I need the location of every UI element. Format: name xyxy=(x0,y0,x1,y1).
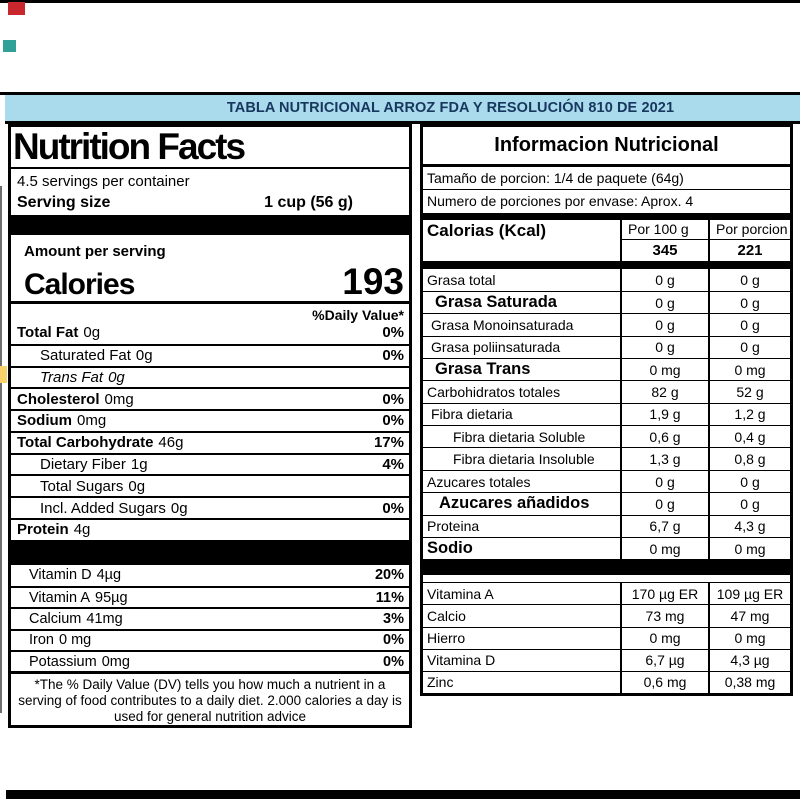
value-per-100g: 82 g xyxy=(620,381,708,402)
value-per-portion: 4,3 µg xyxy=(708,650,790,671)
nutrient-amount: 0g xyxy=(128,477,146,495)
table-row xyxy=(423,671,790,693)
calories-per-100g: 345 xyxy=(620,240,708,261)
portion-size-line: Tamaño de porcion: 1/4 de paquete (64g) xyxy=(423,167,790,190)
nutrient-amount: 0mg xyxy=(104,390,134,408)
column-header-per-portion: Por porcion xyxy=(708,220,790,240)
value-per-portion: 0 mg xyxy=(708,628,790,649)
value-per-100g: 0 g xyxy=(620,314,708,335)
banner-title: TABLA NUTRICIONAL ARROZ FDA Y RESOLUCIÓN 810 DE 2021 xyxy=(226,100,675,116)
nutrient-name: Calcio xyxy=(427,607,466,624)
table-row xyxy=(423,291,790,313)
micronutrient-row xyxy=(11,629,409,650)
table-row xyxy=(423,313,790,335)
value-per-portion: 0 mg xyxy=(708,359,790,380)
red-marker-square xyxy=(8,2,25,15)
portions-per-package-line: Numero de porciones por envase: Aprox. 4 xyxy=(427,193,694,210)
value-per-portion: 0 mg xyxy=(708,538,790,559)
nutrient-amount: 0mg xyxy=(101,653,130,670)
nutrient-dv: 0% xyxy=(382,347,404,365)
table-row xyxy=(423,358,790,380)
value-per-100g: 170 µg ER xyxy=(620,583,708,604)
nutrient-dv: 20% xyxy=(374,567,404,584)
nutrient-name: Trans Fat xyxy=(40,368,104,386)
teal-marker-square xyxy=(3,40,16,52)
table-row xyxy=(423,537,790,559)
value-per-portion: 0 g xyxy=(708,337,790,358)
nutrient-row xyxy=(11,431,409,453)
value-per-portion: 0,38 mg xyxy=(708,672,790,693)
nutrient-name: Fibra dietaria xyxy=(431,406,513,423)
nutrient-name: Dietary Fiber xyxy=(40,456,126,474)
nutrient-dv: 0% xyxy=(383,653,404,670)
micronutrients-table xyxy=(423,582,790,693)
nutrient-name: Potassium xyxy=(29,653,97,670)
table-row xyxy=(423,403,790,425)
thick-divider-bar xyxy=(423,261,790,269)
nutrient-dv: 0% xyxy=(382,324,404,342)
nutrient-name: Vitamin D xyxy=(29,567,92,584)
micronutrient-row xyxy=(11,586,409,607)
servings-per-container: 4.5 servings per container xyxy=(17,173,190,190)
table-row xyxy=(423,336,790,358)
daily-value-header: %Daily Value* xyxy=(11,301,409,322)
nutrient-name: Grasa total xyxy=(427,271,496,288)
nutrient-amount: 0g xyxy=(108,368,125,386)
serving-size-value: 1 cup (56 g) xyxy=(264,193,353,211)
value-per-portion: 0,4 g xyxy=(708,426,790,447)
calories-header-block xyxy=(423,220,790,261)
nutrient-name: Total Sugars xyxy=(40,477,124,495)
value-per-100g: 0,6 g xyxy=(620,426,708,447)
nutrient-row xyxy=(11,387,409,409)
nutrient-row xyxy=(11,518,409,540)
nutrient-name: Hierro xyxy=(427,630,466,647)
value-per-100g: 6,7 µg xyxy=(620,650,708,671)
nutrient-row xyxy=(11,474,409,496)
nutrient-name: Grasa Saturada xyxy=(435,293,557,312)
thick-divider-bar xyxy=(11,215,409,235)
nutrient-dv: 0% xyxy=(382,499,404,517)
thick-divider-bar xyxy=(423,213,790,220)
nutrient-name: Grasa Trans xyxy=(435,360,531,379)
value-per-portion: 109 µg ER xyxy=(708,583,790,604)
value-per-100g: 1,3 g xyxy=(620,448,708,469)
table-row xyxy=(423,649,790,671)
nutrient-name: Total Carbohydrate xyxy=(17,434,154,452)
value-per-100g: 0 g xyxy=(620,269,708,291)
value-per-portion: 0 g xyxy=(708,269,790,291)
daily-value-footnote: *The % Daily Value (DV) tells you how much a nutrient in a serving of food contributes to a daily diet. 2.000 calories a day is used for general nutrition advice xyxy=(11,671,409,725)
calories-label: Calories xyxy=(24,267,135,301)
nutrient-row xyxy=(11,322,409,344)
value-per-portion: 0 g xyxy=(708,292,790,313)
micronutrient-row xyxy=(11,650,409,671)
nutrient-name: Protein xyxy=(17,521,69,539)
amount-per-serving-label: Amount per serving xyxy=(24,242,166,260)
value-per-100g: 0 g xyxy=(620,292,708,313)
value-per-100g: 0 mg xyxy=(620,359,708,380)
nutrient-name: Proteina xyxy=(427,518,480,535)
value-per-100g: 0 mg xyxy=(620,628,708,649)
bottom-border-bar xyxy=(6,790,800,799)
calories-label: Calorias (Kcal) xyxy=(427,220,547,240)
value-per-portion: 52 g xyxy=(708,381,790,402)
value-per-portion: 0 g xyxy=(708,493,790,514)
yellow-row-marker xyxy=(0,366,7,383)
left-gridline xyxy=(0,186,2,713)
nutrient-amount: 95µg xyxy=(95,589,128,606)
nutrient-amount: 0 mg xyxy=(59,632,92,649)
nutrient-name: Cholesterol xyxy=(17,390,100,408)
nutrient-name: Vitamina A xyxy=(427,585,494,602)
value-per-portion: 0 g xyxy=(708,314,790,335)
micronutrient-row xyxy=(11,565,409,586)
value-per-portion: 4,3 g xyxy=(708,516,790,537)
value-per-100g: 0 g xyxy=(620,337,708,358)
nutrient-amount: 4µg xyxy=(96,567,122,584)
nutrition-facts-panel xyxy=(8,124,412,728)
spacer xyxy=(423,575,790,582)
nutrient-row xyxy=(11,366,409,388)
value-per-100g: 1,9 g xyxy=(620,404,708,425)
nutrient-row xyxy=(11,409,409,431)
nutrient-amount: 41mg xyxy=(86,610,123,627)
value-per-portion: 0 g xyxy=(708,471,790,492)
nutrient-row xyxy=(11,453,409,475)
table-row xyxy=(423,582,790,604)
nutrient-amount: 4g xyxy=(73,521,91,539)
table-row xyxy=(423,627,790,649)
nutrient-name: Total Fat xyxy=(17,324,79,342)
table-row xyxy=(423,447,790,469)
nutrient-dv: 4% xyxy=(382,456,404,474)
value-per-portion: 47 mg xyxy=(708,605,790,626)
table-row xyxy=(423,604,790,626)
banner xyxy=(5,95,800,124)
thick-divider-bar xyxy=(11,540,409,565)
nutrient-dv: 17% xyxy=(373,434,404,452)
table-row xyxy=(423,425,790,447)
nutrient-amount: 0g xyxy=(135,347,153,365)
nutrient-name: Grasa Monoinsaturada xyxy=(431,317,574,334)
nutrient-row xyxy=(11,344,409,366)
nutrient-dv: 11% xyxy=(375,589,404,606)
value-per-100g: 0 g xyxy=(620,493,708,514)
column-header-per-100g: Por 100 g xyxy=(620,220,708,240)
informacion-nutricional-title: Informacion Nutricional xyxy=(423,127,790,167)
value-per-100g: 0,6 mg xyxy=(620,672,708,693)
nutrient-name: Grasa poliinsaturada xyxy=(431,339,561,356)
value-per-portion: 1,2 g xyxy=(708,404,790,425)
value-per-portion: 0,8 g xyxy=(708,448,790,469)
nutrient-name: Azucares añadidos xyxy=(439,494,590,513)
nutrient-dv: 0% xyxy=(382,390,404,408)
nutrient-name: Calcium xyxy=(29,610,82,627)
nutrient-amount: 46g xyxy=(158,434,184,452)
micronutrient-row xyxy=(11,607,409,628)
nutrient-name: Azucares totales xyxy=(427,473,531,490)
nutrient-name: Sodium xyxy=(17,412,72,430)
table-row xyxy=(423,515,790,537)
calories-value: 193 xyxy=(342,260,404,302)
nutrient-name: Vitamin A xyxy=(29,589,90,606)
top-border-line xyxy=(0,0,800,3)
serving-size-label: Serving size xyxy=(17,193,111,211)
table-row xyxy=(423,492,790,514)
nutrient-name: Zinc xyxy=(427,674,454,691)
value-per-100g: 0 g xyxy=(620,471,708,492)
informacion-nutricional-panel xyxy=(420,124,793,696)
nutrient-amount: 1g xyxy=(130,456,148,474)
nutrient-name: Carbohidratos totales xyxy=(427,384,561,401)
nutrient-dv: 0% xyxy=(382,412,404,430)
thick-divider-bar xyxy=(423,559,790,575)
table-row xyxy=(423,470,790,492)
nutrient-name: Fibra dietaria Soluble xyxy=(453,428,586,445)
nutrient-name: Iron xyxy=(29,632,54,649)
calories-per-portion: 221 xyxy=(708,240,790,261)
serving-size-row xyxy=(11,191,409,215)
table-row xyxy=(423,269,790,291)
nutrient-name: Incl. Added Sugars xyxy=(40,499,166,517)
nutrient-name: Fibra dietaria Insoluble xyxy=(453,451,595,468)
nutrient-amount: 0g xyxy=(170,499,188,517)
nutrient-name: Sodio xyxy=(427,539,473,558)
nutrient-row xyxy=(11,496,409,518)
nutrient-dv: 3% xyxy=(383,610,404,627)
value-per-100g: 73 mg xyxy=(620,605,708,626)
nutrient-name: Vitamina D xyxy=(427,652,496,669)
table-row xyxy=(423,380,790,402)
calories-row xyxy=(11,261,409,301)
nutrient-dv: 0% xyxy=(383,632,404,649)
nutrient-name: Saturated Fat xyxy=(40,347,131,365)
value-per-100g: 6,7 g xyxy=(620,516,708,537)
value-per-100g: 0 mg xyxy=(620,538,708,559)
nutrient-amount: 0g xyxy=(83,324,101,342)
nutrition-facts-title: Nutrition Facts xyxy=(13,126,245,167)
nutrient-amount: 0mg xyxy=(77,412,107,430)
